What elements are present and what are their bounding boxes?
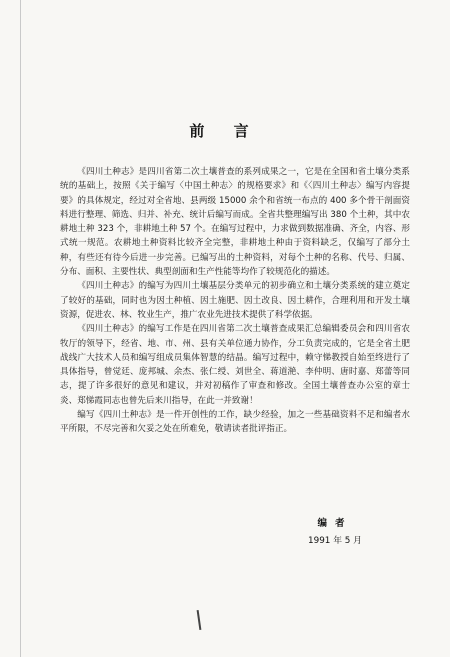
signature-block [300, 515, 370, 546]
preface-body [60, 165, 410, 437]
paragraph-2: 《四川土种志》的编写为四川土壤基层分类单元的初步确立和土壤分类系统的建立奠定了较好的基础，同时也为因土种植、因土施肥、因土改良、因土耕作，合理利用和开发土壤资源，促进农、林、牧业生产，推广农业先进技术提供了科学依据。 [60, 281, 410, 320]
signature-author: 编者 [317, 518, 353, 529]
scan-edge-line [20, 0, 21, 657]
paragraph-3: 《四川土种志》的编写工作是在四川省第二次土壤普查成果汇总编辑委员会和四川省农牧厅的领导下，经省、地、市、州、县有关单位通力协作，分工负责完成的，它是全省土肥战线广大技术人员和编写组成员集体智慧的结晶。编写过程中，赖守悌教授自始至终进行了具体指导，曾觉廷、庞邦城、余杰、张仁绶、刘世全、蒋道滟、李仲明、唐时嘉、郑蕾等同志，提了许多很好的意见和建议，并对初稿作了审查和修改。全国土壤普查办公室的章士炎、郑悌霞同志也曾先后来川指导，在此一并致谢！ [60, 324, 410, 406]
paragraph-1: 《四川土种志》是四川省第二次土壤普查的系列成果之一，它是在全国和省土壤分类系统的基础上，按照《关于编写〈中国土种志〉的规格要求》和《〈四川土种志〉编写内容提要》的具体规定，经过对全省地、县两级 15000 余个和省统一布点的 400 多个骨干剖面资料进行整理、筛选、归并、补充、统计后编写而成。全省共整理编写出 380 个土种，其中农耕地土种 323 个，非耕地土种 57 个。在编写过程中，力求做到数据准确、齐全，内容、形式统一规范。农耕地土种资料比较齐全完整，非耕地土种由于资料缺乏，仅编写了部分土种，有些还有待今后进一步完善。已编写出的土种资料，对每个土种的名称、代号、归属、分布、面积、主要性状、典型剖面和生产性能等均作了较规范化的描述。 [60, 167, 410, 278]
scan-mark [197, 610, 202, 630]
page-title: 前 言 [189, 122, 261, 140]
paragraph-4: 编写《四川土种志》是一件开创性的工作，缺少经验，加之一些基础资料不足和编者水平所限，不尽完善和欠妥之处在所难免，敬请读者批评指正。 [60, 410, 410, 435]
signature-date: 1991 年 5 月 [308, 536, 362, 546]
